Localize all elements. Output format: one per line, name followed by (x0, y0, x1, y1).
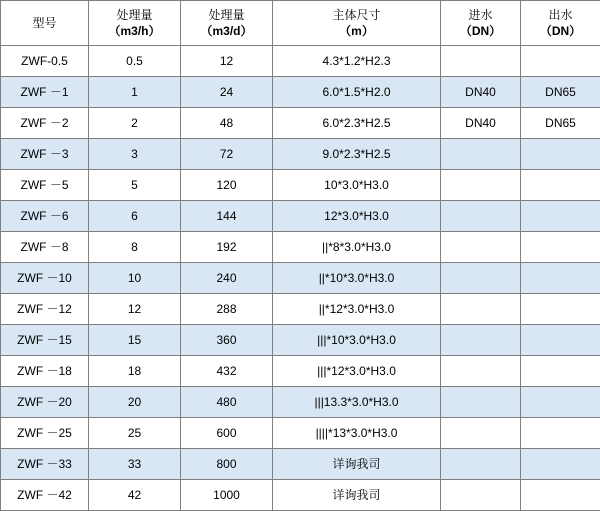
cell-inlet (441, 46, 521, 77)
cell-inlet (441, 232, 521, 263)
cell-model: ZWF －6 (1, 201, 89, 232)
cell-outlet: DN65 (521, 77, 600, 108)
cell-dimensions: ||*10*3.0*H3.0 (273, 263, 441, 294)
cell-flow-hour: 3 (89, 139, 181, 170)
cell-flow-day: 600 (181, 418, 273, 449)
cell-inlet (441, 139, 521, 170)
cell-dimensions: |||*10*3.0*H3.0 (273, 325, 441, 356)
table-row (1, 480, 600, 511)
cell-model: ZWF-0.5 (1, 46, 89, 77)
cell-inlet: DN40 (441, 108, 521, 139)
cell-inlet (441, 170, 521, 201)
cell-flow-day: 288 (181, 294, 273, 325)
cell-flow-day: 1000 (181, 480, 273, 511)
cell-dimensions: ||*8*3.0*H3.0 (273, 232, 441, 263)
cell-flow-hour: 42 (89, 480, 181, 511)
cell-model: ZWF －3 (1, 139, 89, 170)
cell-flow-day: 360 (181, 325, 273, 356)
cell-outlet (521, 387, 600, 418)
cell-outlet (521, 232, 600, 263)
cell-flow-day: 480 (181, 387, 273, 418)
header-flow-day-line2: （m3/d） (181, 23, 272, 39)
cell-dimensions: 9.0*2.3*H2.5 (273, 139, 441, 170)
table-row (1, 263, 600, 294)
header-cell-flow-hour (89, 1, 181, 46)
header-flow-hour-line2: （m3/h） (89, 23, 180, 39)
table-row (1, 449, 600, 480)
table-row (1, 139, 600, 170)
cell-dimensions: ||*12*3.0*H3.0 (273, 294, 441, 325)
cell-dimensions: |||13.3*3.0*H3.0 (273, 387, 441, 418)
cell-dimensions: ||||*13*3.0*H3.0 (273, 418, 441, 449)
cell-model: ZWF －15 (1, 325, 89, 356)
cell-outlet (521, 449, 600, 480)
cell-flow-day: 800 (181, 449, 273, 480)
cell-outlet (521, 418, 600, 449)
cell-flow-hour: 8 (89, 232, 181, 263)
header-dimensions-line1: 主体尺寸 (332, 8, 380, 22)
header-dimensions-line2: （m） (273, 23, 440, 39)
cell-flow-hour: 5 (89, 170, 181, 201)
cell-flow-day: 48 (181, 108, 273, 139)
cell-outlet: DN65 (521, 108, 600, 139)
cell-outlet (521, 139, 600, 170)
table-row (1, 418, 600, 449)
header-cell-model (1, 1, 89, 46)
cell-outlet (521, 46, 600, 77)
table-body (1, 46, 600, 511)
cell-flow-hour: 2 (89, 108, 181, 139)
cell-dimensions: 4.3*1.2*H2.3 (273, 46, 441, 77)
cell-model: ZWF －12 (1, 294, 89, 325)
header-cell-outlet (521, 1, 600, 46)
cell-dimensions: 12*3.0*H3.0 (273, 201, 441, 232)
header-flow-day-line1: 处理量 (208, 8, 244, 22)
cell-model: ZWF －25 (1, 418, 89, 449)
table-row (1, 170, 600, 201)
cell-model: ZWF －2 (1, 108, 89, 139)
header-inlet-line1: 进水 (468, 8, 492, 22)
cell-outlet (521, 356, 600, 387)
cell-dimensions: |||*12*3.0*H3.0 (273, 356, 441, 387)
table-row (1, 387, 600, 418)
table-row (1, 77, 600, 108)
cell-dimensions: 10*3.0*H3.0 (273, 170, 441, 201)
cell-inlet (441, 263, 521, 294)
cell-outlet (521, 325, 600, 356)
cell-flow-hour: 33 (89, 449, 181, 480)
cell-flow-day: 144 (181, 201, 273, 232)
header-cell-inlet (441, 1, 521, 46)
cell-flow-hour: 18 (89, 356, 181, 387)
cell-inlet (441, 418, 521, 449)
header-row (1, 1, 600, 46)
header-cell-dimensions (273, 1, 441, 46)
header-cell-flow-day (181, 1, 273, 46)
cell-model: ZWF －20 (1, 387, 89, 418)
cell-flow-day: 240 (181, 263, 273, 294)
table-row (1, 356, 600, 387)
cell-inlet (441, 356, 521, 387)
cell-dimensions: 6.0*1.5*H2.0 (273, 77, 441, 108)
cell-flow-hour: 0.5 (89, 46, 181, 77)
cell-flow-hour: 20 (89, 387, 181, 418)
cell-outlet (521, 170, 600, 201)
cell-model: ZWF －8 (1, 232, 89, 263)
cell-model: ZWF －18 (1, 356, 89, 387)
cell-flow-hour: 10 (89, 263, 181, 294)
cell-flow-day: 432 (181, 356, 273, 387)
cell-inlet (441, 201, 521, 232)
table-row (1, 201, 600, 232)
cell-inlet (441, 294, 521, 325)
table-row (1, 325, 600, 356)
header-inlet-line2: （DN） (441, 23, 520, 39)
table-row (1, 46, 600, 77)
cell-inlet (441, 387, 521, 418)
cell-inlet (441, 325, 521, 356)
header-model-line1: 型号 (32, 16, 56, 30)
cell-flow-hour: 15 (89, 325, 181, 356)
header-outlet-line2: （DN） (521, 23, 600, 39)
cell-model: ZWF －1 (1, 77, 89, 108)
cell-inlet (441, 480, 521, 511)
header-flow-hour-line1: 处理量 (116, 8, 152, 22)
cell-outlet (521, 201, 600, 232)
cell-flow-day: 120 (181, 170, 273, 201)
cell-dimensions: 详询我司 (273, 480, 441, 511)
cell-flow-hour: 6 (89, 201, 181, 232)
table-row (1, 232, 600, 263)
cell-model: ZWF －5 (1, 170, 89, 201)
cell-model: ZWF －10 (1, 263, 89, 294)
header-outlet-line1: 出水 (548, 8, 572, 22)
cell-outlet (521, 294, 600, 325)
table-row (1, 108, 600, 139)
cell-flow-day: 24 (181, 77, 273, 108)
cell-outlet (521, 480, 600, 511)
cell-flow-hour: 25 (89, 418, 181, 449)
cell-dimensions: 6.0*2.3*H2.5 (273, 108, 441, 139)
cell-flow-hour: 12 (89, 294, 181, 325)
cell-flow-day: 72 (181, 139, 273, 170)
table-header (1, 1, 600, 46)
cell-model: ZWF －33 (1, 449, 89, 480)
cell-inlet (441, 449, 521, 480)
cell-dimensions: 详询我司 (273, 449, 441, 480)
cell-flow-hour: 1 (89, 77, 181, 108)
cell-flow-day: 192 (181, 232, 273, 263)
cell-inlet: DN40 (441, 77, 521, 108)
cell-model: ZWF －42 (1, 480, 89, 511)
cell-outlet (521, 263, 600, 294)
cell-flow-day: 12 (181, 46, 273, 77)
table-row (1, 294, 600, 325)
